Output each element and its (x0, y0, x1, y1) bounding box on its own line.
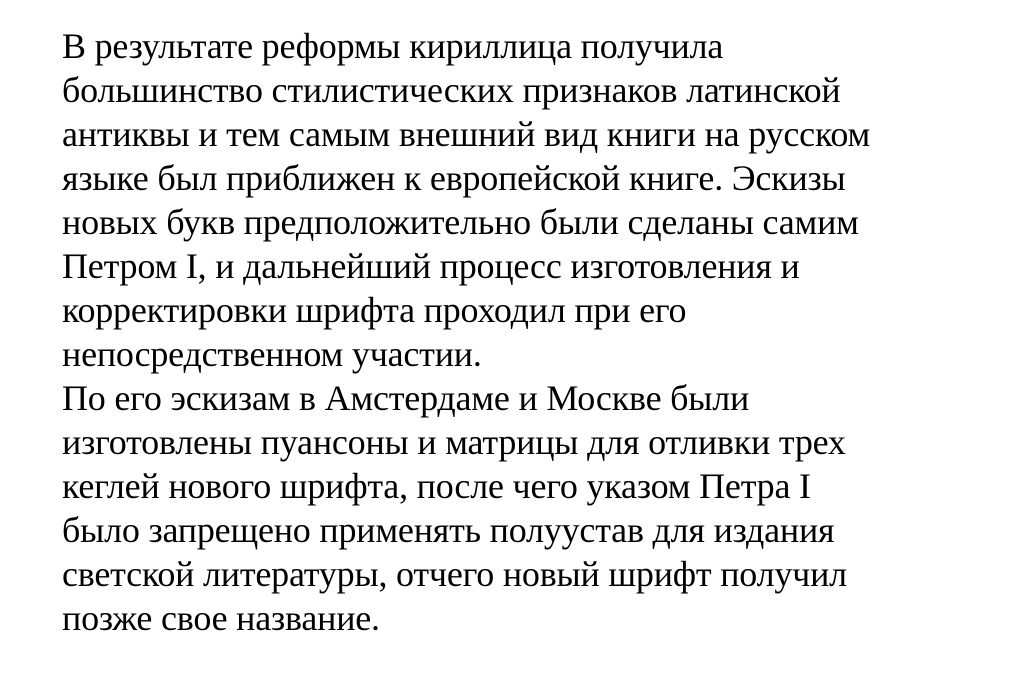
text-line: большинство стилистических признаков латинской (62, 70, 841, 110)
text-line: позже свое название. (62, 598, 380, 638)
text-line: Петром I, и дальнейший процесс изготовления и (62, 246, 800, 286)
paragraph-sketches (62, 376, 1000, 640)
text-line: кеглей нового шрифта, после чего указом Петра I (62, 466, 811, 506)
text-line: По его эскизам в Амстердаме и Москве были (62, 378, 750, 418)
text-line: языке был приближен к европейской книге. Эскизы (62, 158, 846, 198)
text-line: непосредственном участии. (62, 334, 482, 374)
paragraph-reform (62, 24, 1000, 376)
text-line: изготовлены пуансоны и матрицы для отливки трех (62, 422, 846, 462)
text-line: новых букв предположительно были сделаны самим (62, 202, 859, 242)
text-line: антиквы и тем самым внешний вид книги на русском (62, 114, 871, 154)
text-line: светской литературы, отчего новый шрифт получил (62, 554, 847, 594)
text-line: корректировки шрифта проходил при его (62, 290, 687, 330)
text-line: В результате реформы кириллица получила (62, 26, 724, 66)
text-line: было запрещено применять полуустав для издания (62, 510, 835, 550)
